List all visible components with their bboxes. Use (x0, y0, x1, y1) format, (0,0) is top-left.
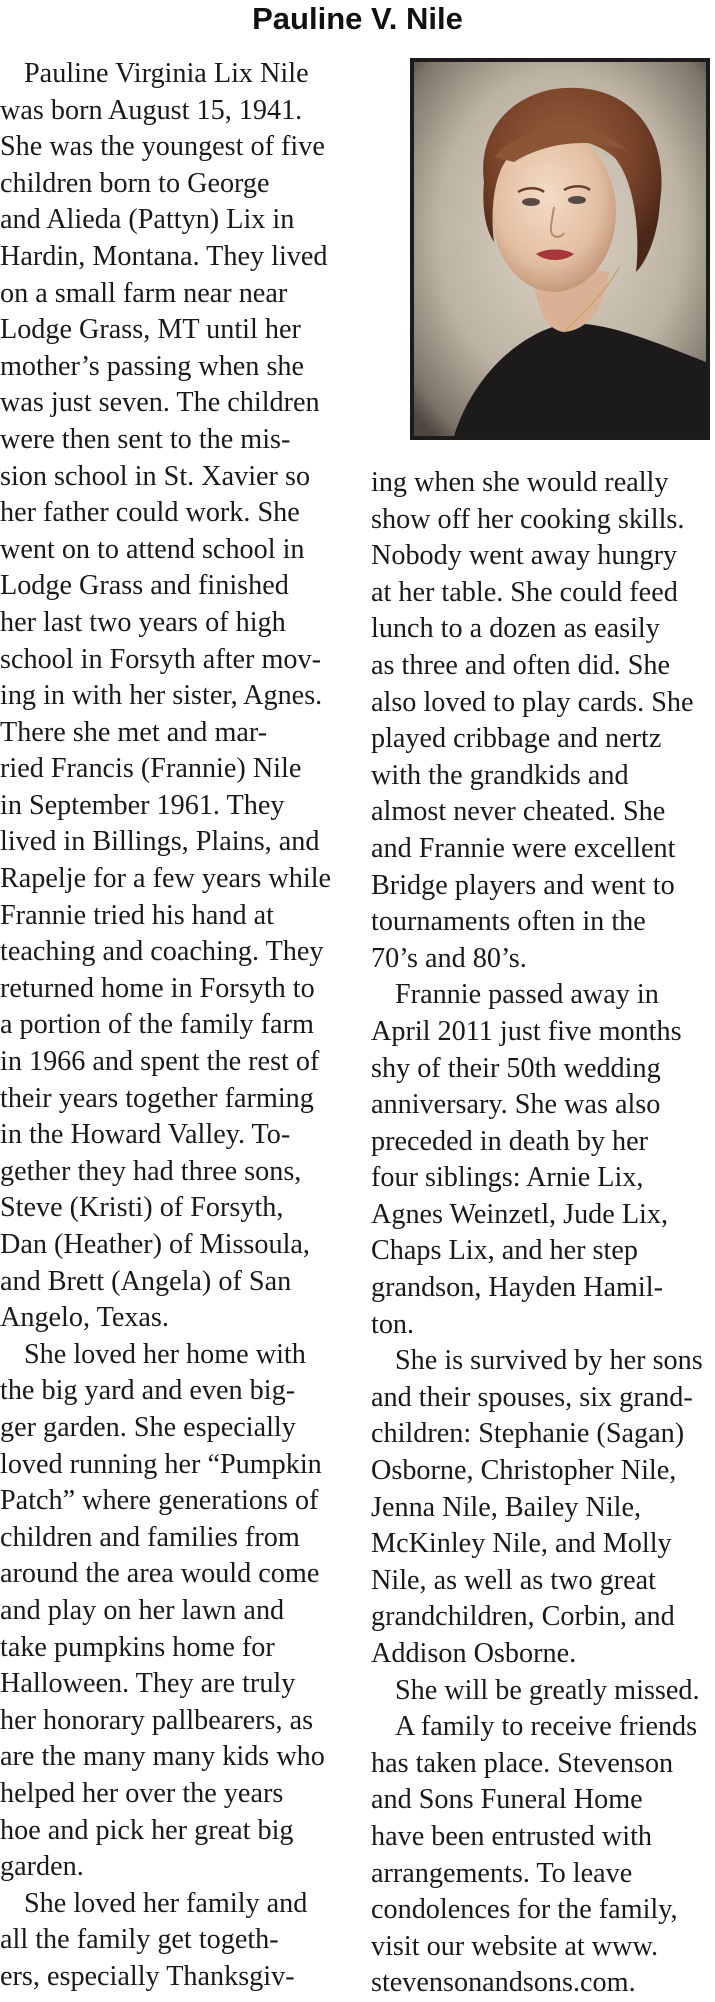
text-line: garden. (0, 1851, 84, 1883)
text-line: tournaments often in the (371, 906, 646, 938)
text-line: gether they had three sons, (0, 1155, 302, 1187)
text-line: A family to receive friends (395, 1711, 698, 1743)
text-line: She loved her home with (24, 1338, 306, 1370)
text-line: ger garden. She especially (0, 1411, 296, 1443)
right-text-column (371, 465, 715, 2002)
text-line: Osborne, Christopher Nile, (371, 1455, 677, 1487)
text-line: Bridge players and went to (371, 869, 675, 901)
text-line: was born August 15, 1941. (0, 94, 303, 126)
text-line: a portion of the family farm (0, 1009, 314, 1041)
text-line: stevensonandsons.com. (371, 1967, 636, 1999)
text-line: Chaps Lix, and her step (371, 1235, 638, 1267)
text-line: hoe and pick her great big (0, 1814, 294, 1846)
text-line: her father could work. She (0, 497, 300, 529)
text-line: Nobody went away hungry (371, 540, 678, 572)
text-line: ing in with her sister, Agnes. (0, 680, 323, 712)
text-line: April 2011 just five months (371, 1015, 682, 1047)
text-line: teaching and coaching. They (0, 936, 324, 968)
text-line: Agnes Weinzetl, Jude Lix, (371, 1198, 669, 1230)
text-line: and Sons Funeral Home (371, 1784, 643, 1816)
text-line: Lodge Grass, MT until her (0, 314, 301, 346)
text-line: children and families from (0, 1521, 300, 1553)
text-line: shy of their 50th wedding (371, 1052, 661, 1084)
text-line: Hardin, Montana. They lived (0, 240, 328, 272)
portrait-illustration (414, 62, 706, 436)
text-line: condolences for the family, (371, 1894, 678, 1926)
text-line: anniversary. She was also (371, 1089, 661, 1121)
text-line: the big yard and even big- (0, 1375, 296, 1407)
text-line: Frannie passed away in (395, 979, 659, 1011)
text-line: arrangements. To leave (371, 1857, 633, 1889)
text-line: Dan (Heather) of Missoula, (0, 1229, 310, 1260)
text-line: as three and often did. She (371, 649, 671, 681)
text-line: Angelo, Texas. (0, 1302, 169, 1334)
text-line: helped her over the years (0, 1777, 284, 1809)
text-line: Addison Osborne. (371, 1638, 577, 1669)
text-line: returned home in Forsyth to (0, 972, 315, 1004)
text-line: their years together farming (0, 1082, 314, 1114)
text-line: her last two years of high (0, 606, 286, 638)
text-line: Frannie tried his hand at (0, 899, 274, 931)
left-text-column (0, 56, 350, 1995)
text-line: There she met and mar- (0, 716, 268, 748)
text-line: Lodge Grass and finished (0, 570, 289, 602)
text-line: Rapelje for a few years while (0, 863, 332, 895)
text-line: was just seven. The children (0, 387, 320, 419)
portrait-photo (414, 62, 706, 436)
text-line: Halloween. They are truly (0, 1668, 296, 1700)
text-line: has taken place. Stevenson (371, 1747, 674, 1779)
text-line: grandchildren, Corbin, and (371, 1601, 675, 1633)
text-line: at her table. She could feed (371, 576, 678, 608)
portrait-photo-frame (410, 58, 710, 440)
text-line: and Frannie were excellent (371, 832, 676, 864)
text-line: also loved to play cards. She (371, 686, 694, 718)
text-line: grandson, Hayden Hamil- (371, 1272, 663, 1304)
text-line: are the many many kids who (0, 1741, 325, 1773)
text-line: school in Forsyth after mov- (0, 643, 321, 675)
text-line: mother’s passing when she (0, 350, 305, 382)
text-line: She loved her family and (24, 1887, 308, 1919)
text-line: Jenna Nile, Bailey Nile, (371, 1491, 642, 1523)
text-line: ing when she would really (371, 467, 669, 498)
text-line: in September 1961. They (0, 789, 285, 821)
text-line: loved running her “Pumpkin (0, 1448, 322, 1480)
text-line: preceded in death by her (371, 1125, 649, 1157)
text-line: lunch to a dozen as easily (371, 613, 660, 645)
text-line: were then sent to the mis- (0, 423, 291, 455)
text-line: Steve (Kristi) of Forsyth, (0, 1192, 284, 1224)
text-line: children: Stephanie (Sagan) (371, 1418, 685, 1450)
text-line: show off her cooking skills. (371, 503, 685, 535)
text-line: sion school in St. Xavier so (0, 460, 311, 492)
text-line: around the area would come (0, 1558, 320, 1590)
text-line: all the family get togeth- (0, 1924, 279, 1956)
text-line: ton. (371, 1308, 415, 1340)
text-line: went on to attend school in (0, 533, 305, 565)
text-line: in the Howard Valley. To- (0, 1119, 291, 1151)
text-line: ers, especially Thanksgiv- (0, 1960, 295, 1992)
text-line: She was the youngest of five (0, 131, 325, 163)
text-line: lived in Billings, Plains, and (0, 826, 320, 858)
text-line: and Alieda (Pattyn) Lix in (0, 204, 295, 236)
text-line: Pauline Virginia Lix Nile (24, 58, 309, 89)
text-line: take pumpkins home for (0, 1631, 275, 1663)
text-line: children born to George (0, 167, 270, 199)
text-line: visit our website at www. (371, 1930, 659, 1962)
text-line: 70’s and 80’s. (371, 942, 527, 974)
text-line: She is survived by her sons (395, 1345, 703, 1377)
text-line: ried Francis (Frannie) Nile (0, 753, 302, 785)
text-line: have been entrusted with (371, 1820, 652, 1852)
text-line: Nile, as well as two great (371, 1564, 656, 1596)
text-line: Patch” where generations of (0, 1485, 319, 1517)
text-line: and Brett (Angela) of San (0, 1265, 292, 1297)
text-line: in 1966 and spent the rest of (0, 1046, 320, 1078)
text-line: on a small farm near near (0, 277, 288, 309)
text-line: and their spouses, six grand- (371, 1381, 693, 1413)
text-line: and play on her lawn and (0, 1594, 285, 1626)
text-line: four siblings: Arnie Lix, (371, 1162, 644, 1194)
text-line: her honorary pallbearers, as (0, 1704, 314, 1736)
page-title: Pauline V. Nile (252, 1, 463, 36)
text-line: She will be greatly missed. (395, 1674, 700, 1706)
text-line: played cribbage and nertz (371, 723, 662, 755)
text-line: with the grandkids and (371, 759, 629, 791)
text-line: McKinley Nile, and Molly (371, 1528, 672, 1560)
text-line: almost never cheated. She (371, 796, 666, 828)
